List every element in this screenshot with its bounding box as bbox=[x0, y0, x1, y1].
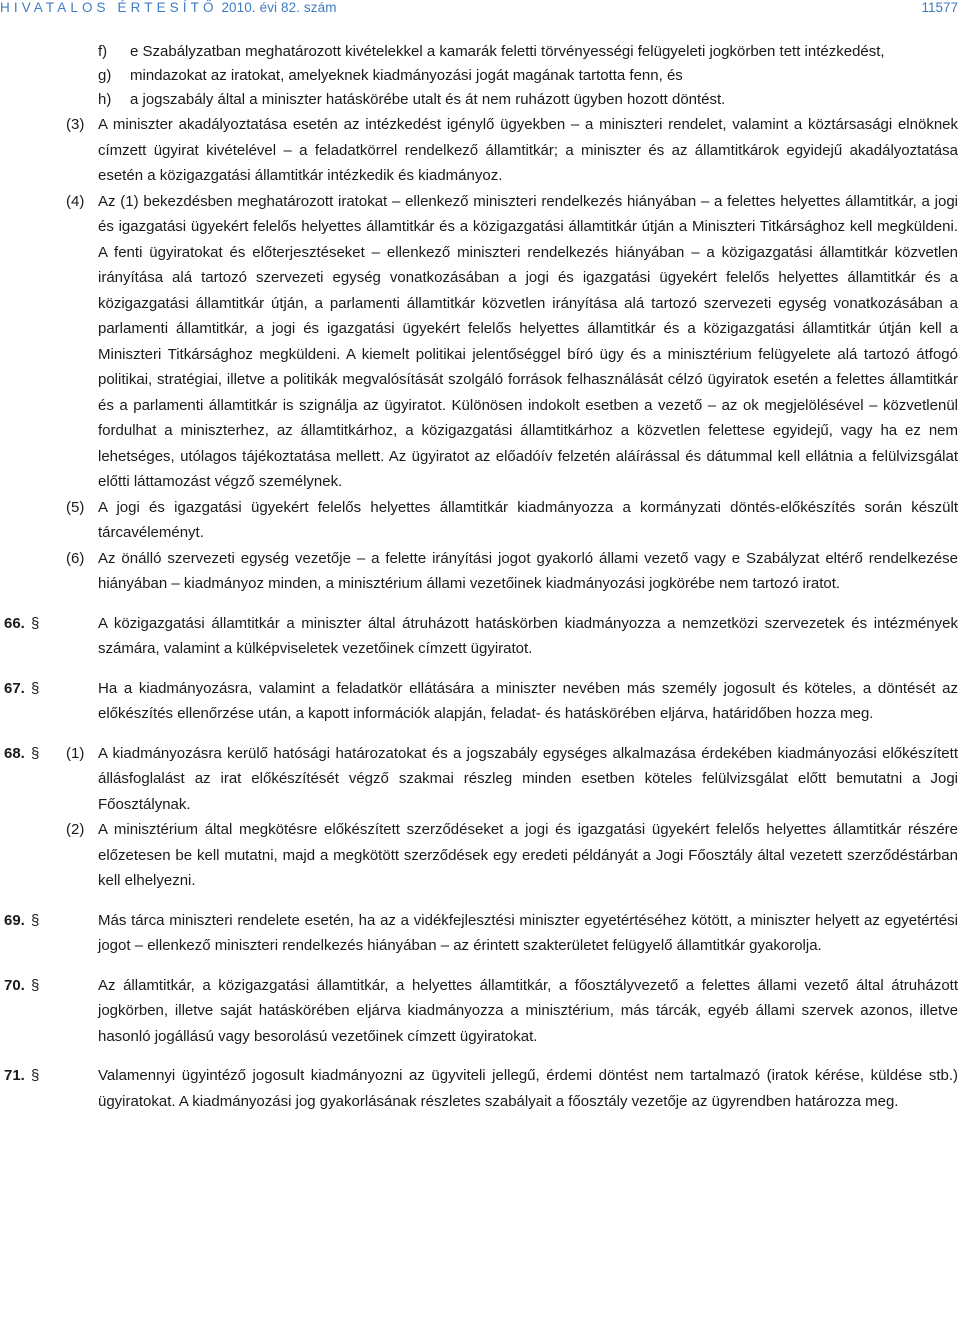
section-number-value: 67. bbox=[4, 679, 25, 697]
list-item-label: h) bbox=[98, 91, 112, 108]
section-sign: § bbox=[31, 744, 40, 762]
section-paragraph bbox=[0, 741, 960, 818]
issue-label: 2010. évi 82. szám bbox=[221, 0, 337, 15]
section-text: A minisztérium által megkötésre előkészített szerződéseket a jogi és igazgatási ügyekért felelős helyettes államtitkár részére előzetesen be kell mutatni, majd a megkötött szerződések egy eredeti példányát a Jogi Főosztály által vezetett szerződéstárban kell elhelyezni. bbox=[98, 821, 958, 889]
paragraph-number: (4) bbox=[66, 192, 85, 210]
running-header bbox=[0, 0, 960, 20]
section-paragraph bbox=[0, 611, 960, 662]
section-paragraph bbox=[0, 1063, 960, 1114]
section-text: Valamennyi ügyintéző jogosult kiadmányozni az ügyviteli jellegű, érdemi döntést nem tartalmazó (iratok kérése, küldése stb.) ügyiratokat. A kiadmányozási jog gyakorlásának részletes szabályait a főosztály vezetője az ügyrendben határozza meg. bbox=[98, 1067, 958, 1110]
numbered-paragraph bbox=[0, 546, 960, 597]
section-text: Ha a kiadmányozásra, valamint a feladatkör ellátására a miniszter nevében más személy jogosult és köteles, a döntését az előkészítés ellenőrzése után, a kapott információk alapján, feladat- és hatáskörében eljárva, határidőben hozza meg. bbox=[98, 679, 958, 722]
document-body bbox=[0, 40, 960, 1114]
section-paragraph bbox=[0, 908, 960, 959]
subsection-number: (1) bbox=[66, 744, 85, 762]
paragraph-text: Az önálló szervezeti egység vezetője – a felette irányítási jogot gyakorló állami vezető vagy e Szabályzat eltérő rendelkezése hiányában – kiadmányoz minden, a minisztérium állami vezetőinek kiadmányozási jogkörébe nem tartozó iratot. bbox=[98, 549, 958, 592]
header-left bbox=[0, 0, 337, 15]
section-text: Más tárca miniszteri rendelete esetén, ha az a vidékfejlesztési miniszter egyetértéséhez kötött, a miniszter helyett az egyetértési jogot – ellenkező miniszteri rendelkezés hiányában – az érintett szakterületet felügyelő államtitkár gyakorolja. bbox=[98, 911, 958, 954]
numbered-paragraph bbox=[0, 495, 960, 546]
publication-title: HIVATALOS ÉRTESÍTŐ bbox=[0, 0, 218, 15]
paragraph-text: Az (1) bekezdésben meghatározott iratokat – ellenkező miniszteri rendelkezés hiányában – a felettes helyettes államtitkár, a jogi és igazgatási ügyekért felelős helyettes államtitkár és a közigazgatási államtitkár útján a Miniszteri Titkársághoz kell megküldeni. A fenti ügyiratokat és előterjesztéseket – ellenkező miniszteri rendelkezés hiányában – a közigazgatási államtitkár közvetlen irányítása alá tartozó szervezeti egység vonatkozásában a jogi és igazgatási ügyekért felelős helyettes államtitkár és a közigazgatási államtitkár útján, a parlamenti államtitkár közvetlen irányítása alá tartozó szervezeti egység vonatkozásában a parlamenti államtitkár, a jogi és igazgatási ügyekért felelős helyettes államtitkár és a közigazgatási államtitkár útján kell a Miniszteri Titkársághoz megküldeni. A kiemelt politikai jelentőséggel bíró ügy és a minisztérium felügyelete alá tartozó átfogó politikai, stratégiai, illetve a politikák megvalósítását szolgáló források felhasználását célzó ügyiratok esetén a felettes államtitkár és a parlamenti államtitkár is szignálja az ügyiratot. Különösen indokolt esetben a vezető – az ok megjelölésével – közvetlenül fordulhat a miniszterhez, az államtitkárhoz, a közigazgatási államtitkárhoz a közvetlen felettese egyidejű, vagy ha ez nem lehetséges, utólagos tájékoztatása mellett. Az ügyiratot az előadóív felzetén aláírással és dátummal kell ellátnia a felülvizsgálat előtti láttamozást végző személynek. bbox=[98, 192, 958, 490]
section-sign: § bbox=[31, 679, 40, 697]
paragraph-number: (3) bbox=[66, 116, 85, 133]
section-text: A közigazgatási államtitkár a miniszter által átruházott hatáskörben kiadmányozza a nemzetközi szervezetek és intézmények számára, valamint a külképviseletek vezetőinek címzett ügyiratot. bbox=[98, 614, 958, 657]
section-number-value: 70. bbox=[4, 976, 25, 994]
list-item-text: e Szabályzatban meghatározott kivételekkel a kamarák feletti törvényességi felügyeleti jogkörben tett intézkedést, bbox=[130, 43, 885, 60]
page-number: 11577 bbox=[921, 0, 958, 15]
section-paragraph bbox=[0, 817, 960, 894]
paragraph-text: A miniszter akadályoztatása esetén az intézkedést igénylő ügyekben – a miniszteri rendelet, valamint a köztársasági elnöknek címzett ügyirat kivételével – a feladatkörrel rendelkező államtitkár; a miniszter és az államtitkárok egyidejű akadályoztatása esetén a közigazgatási államtitkár intézkedik és kiadmányoz. bbox=[98, 116, 958, 184]
section bbox=[0, 741, 960, 894]
list-item-text: a jogszabály által a miniszter hatáskörébe utalt és át nem ruházott ügyben hozott döntést. bbox=[130, 91, 726, 108]
section-paragraph bbox=[0, 676, 960, 727]
list-item-label: g) bbox=[98, 67, 112, 84]
numbered-paragraph bbox=[0, 112, 960, 189]
paragraph-number: (6) bbox=[66, 549, 85, 567]
section bbox=[0, 611, 960, 662]
section bbox=[0, 676, 960, 727]
section-number-value: 66. bbox=[4, 614, 25, 632]
section-paragraph bbox=[0, 973, 960, 1050]
list-item-label: f) bbox=[98, 43, 108, 60]
list-item bbox=[0, 40, 960, 64]
section-sign: § bbox=[31, 614, 40, 632]
list-item bbox=[0, 88, 960, 112]
paragraph-text: A jogi és igazgatási ügyekért felelős helyettes államtitkár kiadmányozza a kormányzati döntés-előkészítés során készült tárcavéleményt. bbox=[98, 498, 958, 541]
section-text: A kiadmányozásra kerülő hatósági határozatokat és a jogszabály egységes alkalmazása érdekében kiadmányozási előkészített állásfoglalást az irat előkészítését végző szakmai részleg minden esetben köteles felülvizsgálat előtt bemutatni a Jogi Főosztálynak. bbox=[98, 744, 958, 813]
section-number-value: 68. bbox=[4, 744, 25, 762]
list-item-text: mindazokat az iratokat, amelyeknek kiadmányozási jogát magának tartotta fenn, és bbox=[130, 67, 683, 84]
section-number-value: 69. bbox=[4, 911, 25, 929]
section-sign: § bbox=[31, 911, 40, 929]
paragraph-number: (5) bbox=[66, 498, 85, 516]
section-sign: § bbox=[31, 976, 40, 994]
section-text: Az államtitkár, a közigazgatási államtitkár, a helyettes államtitkár, a főosztályvezető a felettes állami vezető által átruházott jogkörben, illetve saját hatáskörében eljárva kiadmányozza a minisztérium, más tárcák, egyéb állami szervek azonos, illetve hasonló jogállású vagy besorolású vezetőinek címzett ügyiratokat. bbox=[98, 976, 958, 1045]
section bbox=[0, 908, 960, 959]
section bbox=[0, 1063, 960, 1114]
subsection-number: (2) bbox=[66, 821, 85, 838]
section-number-value: 71. bbox=[4, 1067, 25, 1084]
section bbox=[0, 973, 960, 1050]
numbered-paragraph bbox=[0, 189, 960, 495]
list-item bbox=[0, 64, 960, 88]
section-sign: § bbox=[31, 1067, 40, 1084]
